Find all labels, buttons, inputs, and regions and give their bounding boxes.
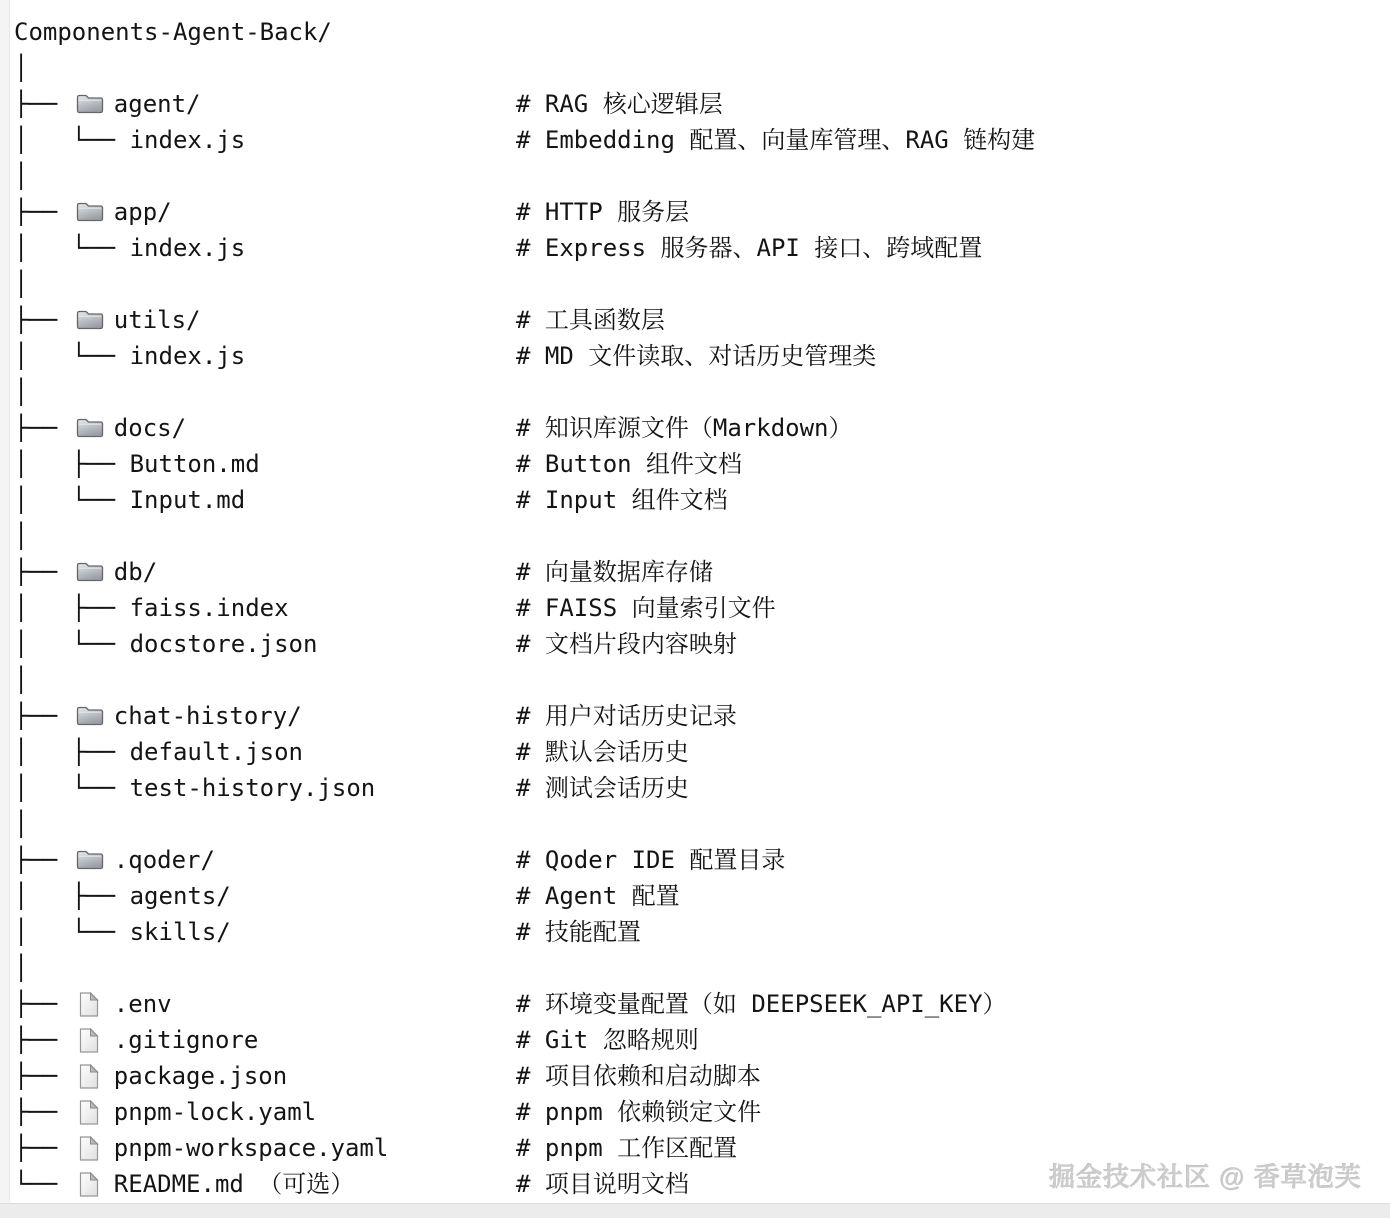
tree-row — [14, 734, 689, 770]
file-name: test-history.json — [129, 774, 376, 802]
folder-name: chat-history/ — [113, 702, 302, 730]
tree-branch: ├── — [14, 1098, 72, 1126]
file-name: pnpm-workspace.yaml — [113, 1134, 389, 1162]
tree-row — [14, 878, 680, 914]
tree-branch: │ └── — [14, 630, 130, 658]
tree-branch: │ └── — [14, 486, 130, 514]
file-tree — [14, 14, 1036, 1202]
comment-text: # MD 文件读取、对话历史管理类 — [516, 342, 877, 370]
tree-row — [14, 1130, 738, 1166]
file-name: .gitignore — [113, 1026, 259, 1054]
comment-text: # 知识库源文件（Markdown） — [516, 414, 853, 442]
tree-row — [14, 338, 877, 374]
bottom-scrollbar-track — [0, 1203, 1390, 1218]
comment-text: # Git 忽略规则 — [516, 1026, 699, 1054]
file-name: docstore.json — [129, 630, 318, 658]
tree-row — [14, 302, 665, 338]
comment-text: # Embedding 配置、向量库管理、RAG 链构建 — [516, 126, 1036, 154]
tree-row — [14, 986, 1007, 1022]
comment-text: # pnpm 依赖锁定文件 — [516, 1098, 762, 1126]
tree-row — [14, 626, 737, 662]
tree-row — [14, 14, 388, 50]
tree-branch: ├── — [14, 1026, 72, 1054]
tree-branch: │ └── — [14, 234, 130, 262]
folder-icon — [75, 848, 105, 872]
tree-branch: ├── — [14, 1062, 72, 1090]
file-icon — [78, 1063, 100, 1090]
tree-branch: │ └── — [14, 774, 130, 802]
comment-text: # Qoder IDE 配置目录 — [516, 846, 786, 874]
folder-icon — [75, 416, 105, 440]
comment-text: # Button 组件文档 — [516, 450, 743, 478]
folder-name: app/ — [113, 198, 172, 226]
watermark: 掘金技术社区 @ 香草泡芙 — [1049, 1162, 1362, 1192]
file-icon — [78, 1099, 100, 1126]
tree-branch: ├── — [14, 702, 72, 730]
tree-branch: ├── — [14, 90, 72, 118]
tree-branch: │ — [14, 810, 29, 838]
comment-text: # HTTP 服务层 — [516, 198, 690, 226]
tree-branch: │ └── — [14, 126, 130, 154]
tree-connector-row — [14, 50, 388, 86]
tree-branch: │ ├── — [14, 882, 130, 910]
tree-branch: │ ├── — [14, 594, 130, 622]
folder-icon — [75, 308, 105, 332]
tree-row — [14, 1166, 689, 1202]
comment-text: # Agent 配置 — [516, 882, 680, 910]
tree-row — [14, 914, 641, 950]
tree-connector-row — [14, 806, 388, 842]
comment-text: # pnpm 工作区配置 — [516, 1134, 738, 1162]
comment-text: # 工具函数层 — [516, 306, 665, 334]
tree-row — [14, 1094, 762, 1130]
tree-branch: ├── — [14, 990, 72, 1018]
folder-name: db/ — [113, 558, 158, 586]
tree-branch: ├── — [14, 414, 72, 442]
tree-branch: │ ├── — [14, 738, 130, 766]
folder-icon — [75, 92, 105, 116]
tree-branch: │ ├── — [14, 450, 130, 478]
folder-name: agent/ — [113, 90, 201, 118]
folder-icon — [75, 704, 105, 728]
tree-branch: ├── — [14, 846, 72, 874]
tree-branch: │ — [14, 954, 29, 982]
file-icon — [78, 991, 100, 1018]
comment-text: # Input 组件文档 — [516, 486, 728, 514]
tree-branch: │ └── — [14, 918, 130, 946]
tree-row — [14, 1058, 761, 1094]
tree-connector-row — [14, 374, 388, 410]
comment-text: # Express 服务器、API 接口、跨域配置 — [516, 234, 983, 262]
file-name: pnpm-lock.yaml — [113, 1098, 317, 1126]
tree-row — [14, 842, 786, 878]
comment-text: # 用户对话历史记录 — [516, 702, 737, 730]
file-name: Button.md — [129, 450, 260, 478]
tree-branch: ├── — [14, 306, 72, 334]
folder-name: utils/ — [113, 306, 201, 334]
tree-branch: │ — [14, 666, 29, 694]
tree-row — [14, 1022, 699, 1058]
tree-connector-row — [14, 158, 388, 194]
tree-branch: │ — [14, 378, 29, 406]
tree-connector-row — [14, 266, 388, 302]
file-icon — [78, 1171, 100, 1198]
tree-branch: │ └── — [14, 342, 130, 370]
file-icon — [78, 1135, 100, 1162]
comment-text: # 环境变量配置（如 DEEPSEEK_API_KEY） — [516, 990, 1007, 1018]
tree-row — [14, 770, 689, 806]
tree-row — [14, 698, 737, 734]
tree-branch: │ — [14, 522, 29, 550]
folder-icon — [75, 560, 105, 584]
comment-text: # FAISS 向量索引文件 — [516, 594, 776, 622]
folder-icon — [75, 200, 105, 224]
tree-row — [14, 482, 728, 518]
tree-connector-row — [14, 950, 388, 986]
folder-name: agents/ — [129, 882, 231, 910]
file-name: index.js — [129, 126, 246, 154]
comment-text: # 默认会话历史 — [516, 738, 689, 766]
left-gutter — [0, 0, 10, 1218]
tree-branch: ├── — [14, 198, 72, 226]
comment-text: # 技能配置 — [516, 918, 641, 946]
file-icon — [78, 1027, 100, 1054]
tree-branch: ├── — [14, 1134, 72, 1162]
tree-row — [14, 194, 690, 230]
folder-name: docs/ — [113, 414, 187, 442]
tree-row — [14, 446, 743, 482]
comment-text: # 测试会话历史 — [516, 774, 689, 802]
tree-row — [14, 590, 776, 626]
file-name: package.json — [113, 1062, 288, 1090]
tree-branch: └── — [14, 1170, 72, 1198]
folder-name: skills/ — [129, 918, 231, 946]
file-name: index.js — [129, 342, 246, 370]
tree-row — [14, 554, 713, 590]
file-name: index.js — [129, 234, 246, 262]
root-directory-name: Components-Agent-Back/ — [14, 18, 332, 46]
file-name: .env — [113, 990, 172, 1018]
comment-text: # 文档片段内容映射 — [516, 630, 737, 658]
tree-branch: │ — [14, 270, 29, 298]
comment-text: # RAG 核心逻辑层 — [516, 90, 723, 118]
comment-text: # 项目说明文档 — [516, 1170, 689, 1198]
tree-connector-row — [14, 662, 388, 698]
comment-text: # 向量数据库存储 — [516, 558, 713, 586]
tree-connector-row — [14, 518, 388, 554]
tree-row — [14, 122, 1036, 158]
tree-row — [14, 410, 853, 446]
file-name: Input.md — [129, 486, 246, 514]
tree-branch: │ — [14, 162, 29, 190]
tree-row — [14, 86, 723, 122]
file-name: faiss.index — [129, 594, 289, 622]
tree-branch: ├── — [14, 558, 72, 586]
file-name: README.md （可选） — [113, 1170, 355, 1198]
tree-row — [14, 230, 983, 266]
comment-text: # 项目依赖和启动脚本 — [516, 1062, 761, 1090]
file-name: default.json — [129, 738, 303, 766]
tree-branch: │ — [14, 54, 29, 82]
folder-name: .qoder/ — [113, 846, 215, 874]
